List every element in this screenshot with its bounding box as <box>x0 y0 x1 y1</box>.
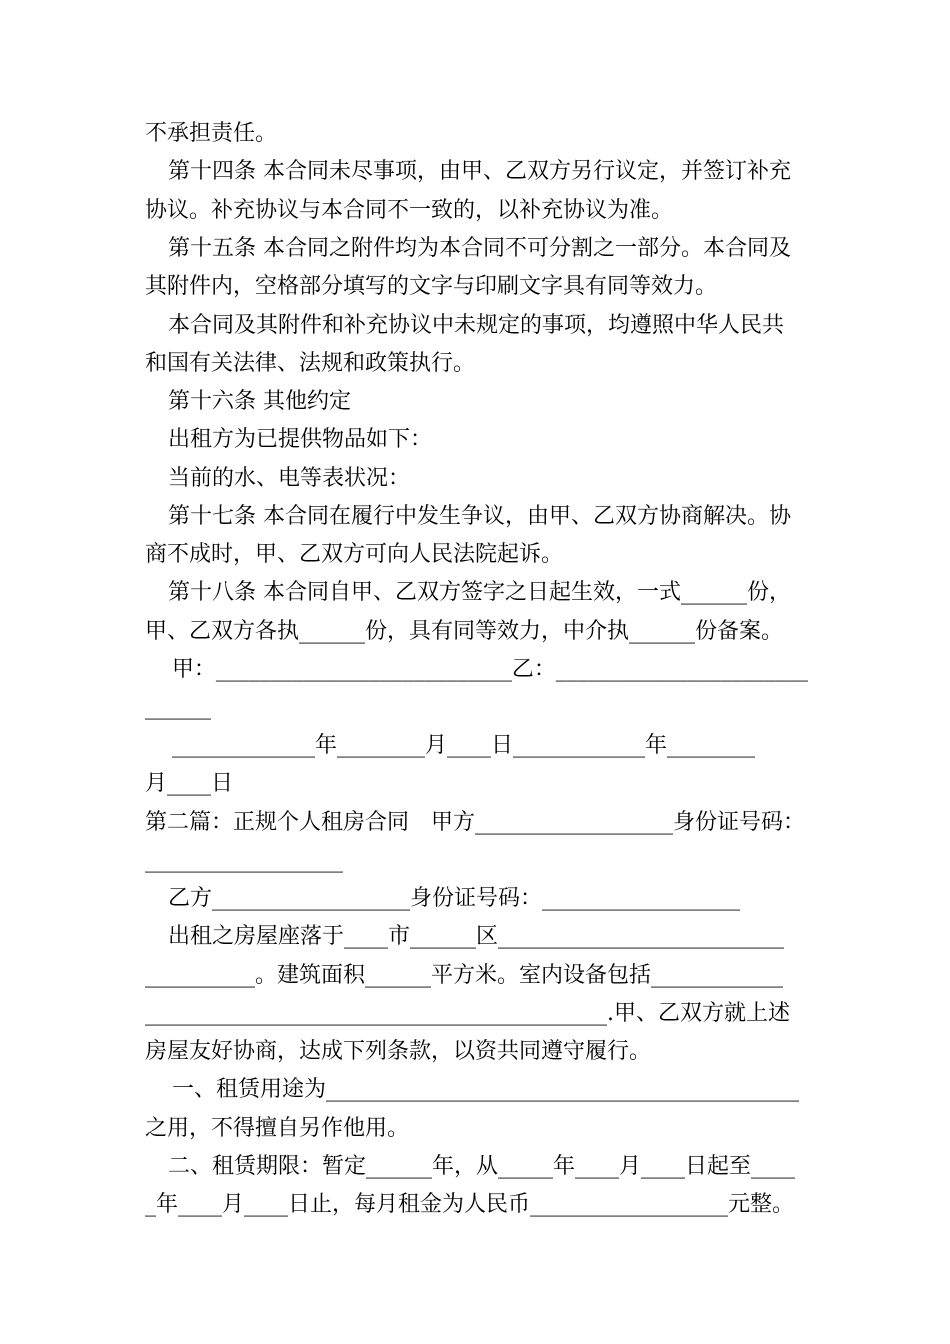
text-line: 不承担责任。 <box>145 121 278 146</box>
text-line: 本合同及其附件和补充协议中未规定的事项，均遵照中华人民共 <box>168 313 785 338</box>
text-line: 甲、乙双方各执______份，具有同等效力，中介执______份备案。 <box>145 619 784 644</box>
text-line: 和国有关法律、法规和政策执行。 <box>145 351 476 376</box>
article-16: 第十六条 其他约定 <box>168 389 351 414</box>
article-18: 第十八条 本合同自甲、乙双方签字之日起生效，一式______份， <box>168 580 791 605</box>
text-line: 其附件内，空格部分填写的文字与印刷文字具有同等效力。 <box>145 274 718 299</box>
text-line: ______ <box>145 695 211 720</box>
text-line: 之用，不得擅自另作他用。 <box>145 1116 410 1141</box>
text-line: _年____月____日止，每月租金为人民币__________________元整。 <box>145 1192 795 1217</box>
text-line: __________。建筑面积______平方米。室内设备包括____________ <box>145 963 784 988</box>
text-line: 出租方为已提供物品如下： <box>168 427 433 452</box>
text-line: 协议。补充协议与本合同不一致的，以补充协议为准。 <box>145 198 674 223</box>
text-line: __________________________________________.甲、乙双方就上述 <box>145 1001 790 1026</box>
clause-1: 一、租赁用途为___________________________________________ <box>172 1077 800 1102</box>
section-heading: 第二篇：正规个人租房合同 甲方__________________身份证号码： <box>145 810 806 835</box>
date-line: _____________年________月____日____________年________ <box>172 733 756 758</box>
text-line: 乙方__________________身份证号码：__________________ <box>168 886 741 911</box>
clause-2: 二、租赁期限：暂定______年，从_____年____月____日起至____ <box>168 1154 796 1179</box>
article-14: 第十四条 本合同未尽事项，由甲、乙双方另行议定，并签订补充 <box>168 159 791 184</box>
article-15: 第十五条 本合同之附件均为本合同不可分割之一部分。本合同及 <box>168 236 791 261</box>
text-line: 月____日 <box>145 771 234 796</box>
text-line: 商不成时，甲、乙双方可向人民法院起诉。 <box>145 542 564 567</box>
signature-line: 甲：___________________________乙：_______________________ <box>172 657 809 682</box>
text-line: __________________ <box>145 848 343 873</box>
text-line: 出租之房屋座落于____市______区__________________________ <box>168 924 785 949</box>
text-line: 当前的水、电等表状况： <box>168 466 411 491</box>
article-17: 第十七条 本合同在履行中发生争议，由甲、乙双方协商解决。协 <box>168 504 791 529</box>
text-line: 房屋友好协商，达成下列条款，以资共同遵守履行。 <box>145 1039 652 1064</box>
